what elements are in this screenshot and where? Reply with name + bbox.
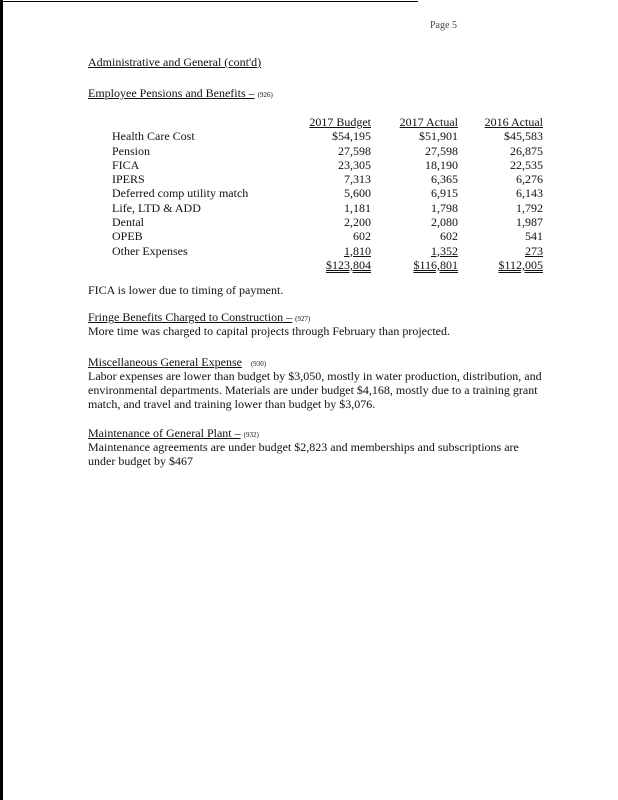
cell-value: 5,600 bbox=[344, 186, 371, 201]
scan-border-top bbox=[0, 1, 418, 2]
row-label: Other Expenses bbox=[112, 243, 188, 258]
cell-value: 27,598 bbox=[425, 143, 458, 158]
cell-value: 1,987 bbox=[516, 215, 543, 230]
cell-value: 541 bbox=[525, 229, 543, 244]
row-label: Life, LTD & ADD bbox=[112, 200, 201, 215]
misc-text: Labor expenses are lower than budget by $3,050, mostly in water production, distribution, and environmental departments. Materials are under budget $4,168, mostly due to a training grant match, and travel and training lower than budget by $3,076. bbox=[88, 369, 542, 411]
table-row bbox=[112, 201, 543, 215]
pensions-table bbox=[112, 115, 543, 272]
table-row bbox=[112, 186, 543, 200]
cell-value: 1,181 bbox=[344, 200, 371, 215]
column-header: 2017 Budget bbox=[309, 115, 371, 129]
total-row bbox=[112, 258, 543, 272]
table-row bbox=[112, 244, 543, 258]
fringe-text: More time was charged to capital projects through February than projected. bbox=[88, 324, 450, 338]
pensions-heading-text: Employee Pensions and Benefits – bbox=[88, 86, 255, 100]
column-header: 2017 Actual bbox=[399, 115, 458, 129]
cell-value: $51,901 bbox=[419, 129, 458, 144]
cell-value: 273 bbox=[525, 243, 543, 258]
page-number: Page 5 bbox=[430, 20, 457, 31]
total-value: $123,804 bbox=[326, 257, 371, 272]
table-row bbox=[112, 172, 543, 186]
section-title: Administrative and General (cont'd) bbox=[88, 55, 262, 69]
column-header: 2016 Actual bbox=[484, 115, 543, 129]
pensions-heading bbox=[88, 86, 273, 102]
maint-text: Maintenance agreements are under budget $2,823 and memberships and subscriptions are under budget by $467 bbox=[88, 440, 519, 468]
cell-value: 18,190 bbox=[425, 157, 458, 172]
cell-value: 2,200 bbox=[344, 215, 371, 230]
cell-value: 2,080 bbox=[431, 215, 458, 230]
table-row bbox=[112, 229, 543, 243]
cell-value: 1,810 bbox=[344, 243, 371, 258]
misc-heading-text: Miscellaneous General Expense bbox=[88, 355, 242, 369]
account-code: (930) bbox=[250, 360, 267, 368]
table-row bbox=[112, 158, 543, 172]
cell-value: 6,915 bbox=[431, 186, 458, 201]
cell-value: 602 bbox=[440, 229, 458, 244]
cell-value: 602 bbox=[353, 229, 371, 244]
cell-value: $54,195 bbox=[332, 129, 371, 144]
fica-note: FICA is lower due to timing of payment. bbox=[88, 283, 284, 297]
account-code: (927) bbox=[295, 315, 311, 323]
cell-value: $45,583 bbox=[504, 129, 543, 144]
table-row bbox=[112, 129, 543, 143]
maint-heading-text: Maintenance of General Plant – bbox=[88, 426, 241, 440]
cell-value: 1,798 bbox=[431, 200, 458, 215]
cell-value: 1,792 bbox=[516, 200, 543, 215]
cell-value: 6,276 bbox=[516, 172, 543, 187]
table-row bbox=[112, 215, 543, 229]
cell-value: 22,535 bbox=[510, 157, 543, 172]
cell-value: 6,365 bbox=[431, 172, 458, 187]
row-label: OPEB bbox=[112, 229, 143, 244]
cell-value: 1,352 bbox=[431, 243, 458, 258]
row-label: Deferred comp utility match bbox=[112, 186, 249, 201]
total-value: $116,801 bbox=[413, 257, 458, 272]
cell-value: 23,305 bbox=[338, 157, 371, 172]
account-code: (932) bbox=[243, 431, 259, 439]
row-label: Health Care Cost bbox=[112, 129, 195, 144]
row-label: Dental bbox=[112, 215, 144, 230]
cell-value: 26,875 bbox=[510, 143, 543, 158]
row-label: Pension bbox=[112, 143, 151, 158]
table-header bbox=[112, 115, 543, 129]
table-row bbox=[112, 144, 543, 158]
account-code: (926) bbox=[257, 91, 273, 99]
cell-value: 7,313 bbox=[344, 172, 371, 187]
cell-value: 6,143 bbox=[516, 186, 543, 201]
cell-value: 27,598 bbox=[338, 143, 371, 158]
total-value: $112,005 bbox=[498, 257, 543, 272]
scan-border-left bbox=[0, 0, 3, 800]
fringe-heading-text: Fringe Benefits Charged to Construction – bbox=[88, 310, 293, 324]
row-label: IPERS bbox=[112, 172, 145, 187]
row-label: FICA bbox=[112, 157, 140, 172]
